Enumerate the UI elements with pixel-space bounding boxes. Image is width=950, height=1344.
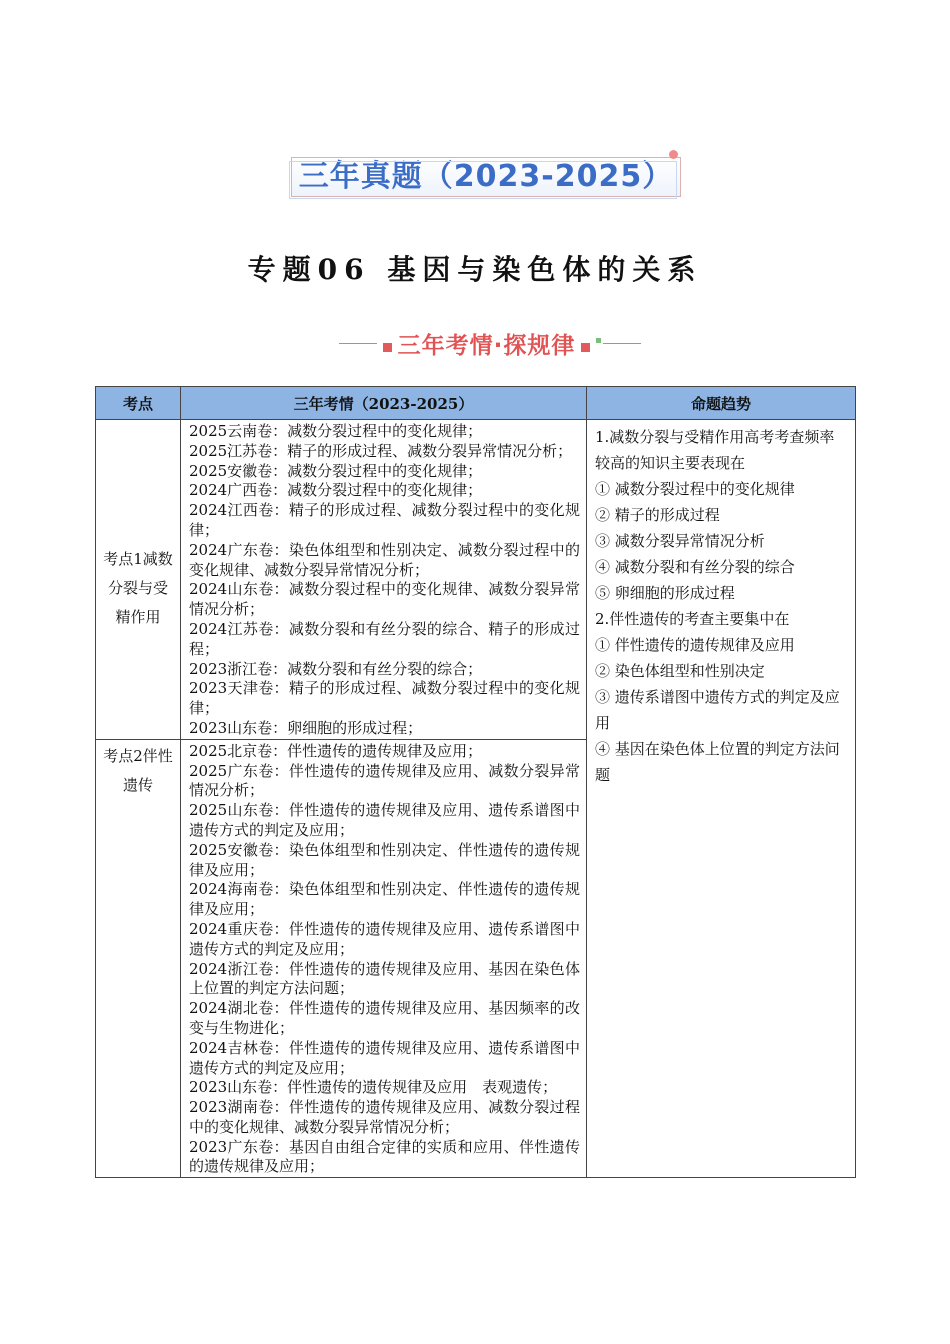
trend-item: ③ 遗传系谱图中遗传方式的判定及应用: [595, 688, 840, 732]
trend-item: ④ 基因在染色体上位置的判定方法问题: [595, 740, 840, 784]
exam-item: 2024江苏卷：减数分裂和有丝分裂的综合、精子的形成过程；: [189, 619, 580, 658]
exam-item: 2025广东卷：伴性遗传的遗传规律及应用、减数分裂异常情况分析；: [189, 761, 580, 800]
exam-item: 2024山东卷：减数分裂过程中的变化规律、减数分裂异常情况分析；: [189, 580, 580, 619]
exam-item: 2023山东卷：卵细胞的形成过程；: [189, 718, 423, 737]
point-cell: 考点1减数分裂与受精作用: [96, 420, 181, 740]
header-exam: 三年考情（2023-2025）: [181, 387, 587, 420]
trend-cell: [587, 420, 856, 1178]
exam-item: 2025云南卷：减数分裂过程中的变化规律；: [189, 422, 483, 440]
exam-item: 2024浙江卷：伴性遗传的遗传规律及应用、基因在染色体上位置的判定方法问题；: [189, 959, 580, 998]
trend-item: ② 染色体组型和性别决定: [595, 662, 765, 680]
exam-item: 2025山东卷：伴性遗传的遗传规律及应用、遗传系谱图中遗传方式的判定及应用；: [189, 801, 580, 839]
exam-item: 2023山东卷：伴性遗传的遗传规律及应用 表观遗传；: [189, 1078, 558, 1097]
decor-line-right: [603, 343, 641, 344]
exam-item: 2024江西卷：精子的形成过程、减数分裂过程中的变化规律；: [189, 501, 580, 539]
trend-item: ③ 减数分裂异常情况分析: [595, 532, 765, 550]
exam-item: 2024重庆卷：伴性遗传的遗传规律及应用、遗传系谱图中遗传方式的判定及应用；: [189, 919, 580, 958]
exam-cell: [181, 420, 587, 740]
exam-cell: [181, 739, 587, 1178]
decor-square-icon: [581, 343, 590, 352]
exam-item: 2025安徽卷：减数分裂过程中的变化规律；: [189, 461, 483, 480]
sub-banner: [325, 325, 655, 361]
exam-analysis-table: [95, 386, 856, 1178]
trend-item: ④ 减数分裂和有丝分裂的综合: [595, 558, 795, 576]
trend-item: ⑤ 卵细胞的形成过程: [595, 584, 735, 602]
banner-text: 三年真题（2023-2025）: [298, 159, 674, 194]
page-title: 专题06 基因与染色体的关系: [247, 253, 703, 286]
exam-item: 2023浙江卷：减数分裂和有丝分裂的综合；: [189, 659, 483, 678]
exam-item: 2024广东卷：染色体组型和性别决定、减数分裂过程中的变化规律、减数分裂异常情况分析；: [189, 540, 580, 579]
exam-item: 2023天津卷：精子的形成过程、减数分裂过程中的变化规律；: [189, 679, 580, 718]
table-row: [96, 420, 856, 740]
section-banner: [291, 157, 681, 197]
exam-item: 2024广西卷：减数分裂过程中的变化规律；: [189, 481, 483, 500]
decor-line-left: [339, 343, 377, 344]
table-header-row: [96, 387, 856, 420]
trend-item: 1.减数分裂与受精作用高考考查频率较高的知识主要表现在: [595, 428, 835, 472]
exam-item: 2024海南卷：染色体组型和性别决定、伴性遗传的遗传规律及应用；: [189, 880, 580, 919]
trend-item: ① 减数分裂过程中的变化规律: [595, 480, 795, 498]
trend-item: 2.伴性遗传的考查主要集中在: [595, 610, 790, 628]
trend-item: ① 伴性遗传的遗传规律及应用: [595, 636, 795, 654]
exam-item: 2024吉林卷：伴性遗传的遗传规律及应用、遗传系谱图中遗传方式的判定及应用；: [189, 1038, 580, 1077]
header-trend: 命题趋势: [587, 387, 856, 420]
exam-item: 2023湖南卷：伴性遗传的遗传规律及应用、减数分裂过程中的变化规律、减数分裂异常情况分析；: [189, 1098, 580, 1136]
header-point: 考点: [96, 387, 181, 420]
exam-item: 2025北京卷：伴性遗传的遗传规律及应用；: [189, 741, 483, 760]
decor-small-square-icon: [596, 338, 601, 343]
exam-item: 2025安徽卷：染色体组型和性别决定、伴性遗传的遗传规律及应用；: [189, 840, 580, 879]
exam-item: 2025江苏卷：精子的形成过程、减数分裂异常情况分析；: [189, 441, 573, 460]
decor-square-icon: [383, 343, 392, 352]
exam-item: 2023广东卷：基因自由组合定律的实质和应用、伴性遗传的遗传规律及应用；: [189, 1137, 580, 1176]
trend-item: ② 精子的形成过程: [595, 506, 720, 524]
point-cell: 考点2伴性遗传: [96, 739, 181, 1178]
sub-banner-text: 三年考情·探规律: [397, 332, 576, 359]
decor-dot-icon: [669, 150, 678, 159]
exam-item: 2024湖北卷：伴性遗传的遗传规律及应用、基因频率的改变与生物进化；: [189, 999, 580, 1037]
